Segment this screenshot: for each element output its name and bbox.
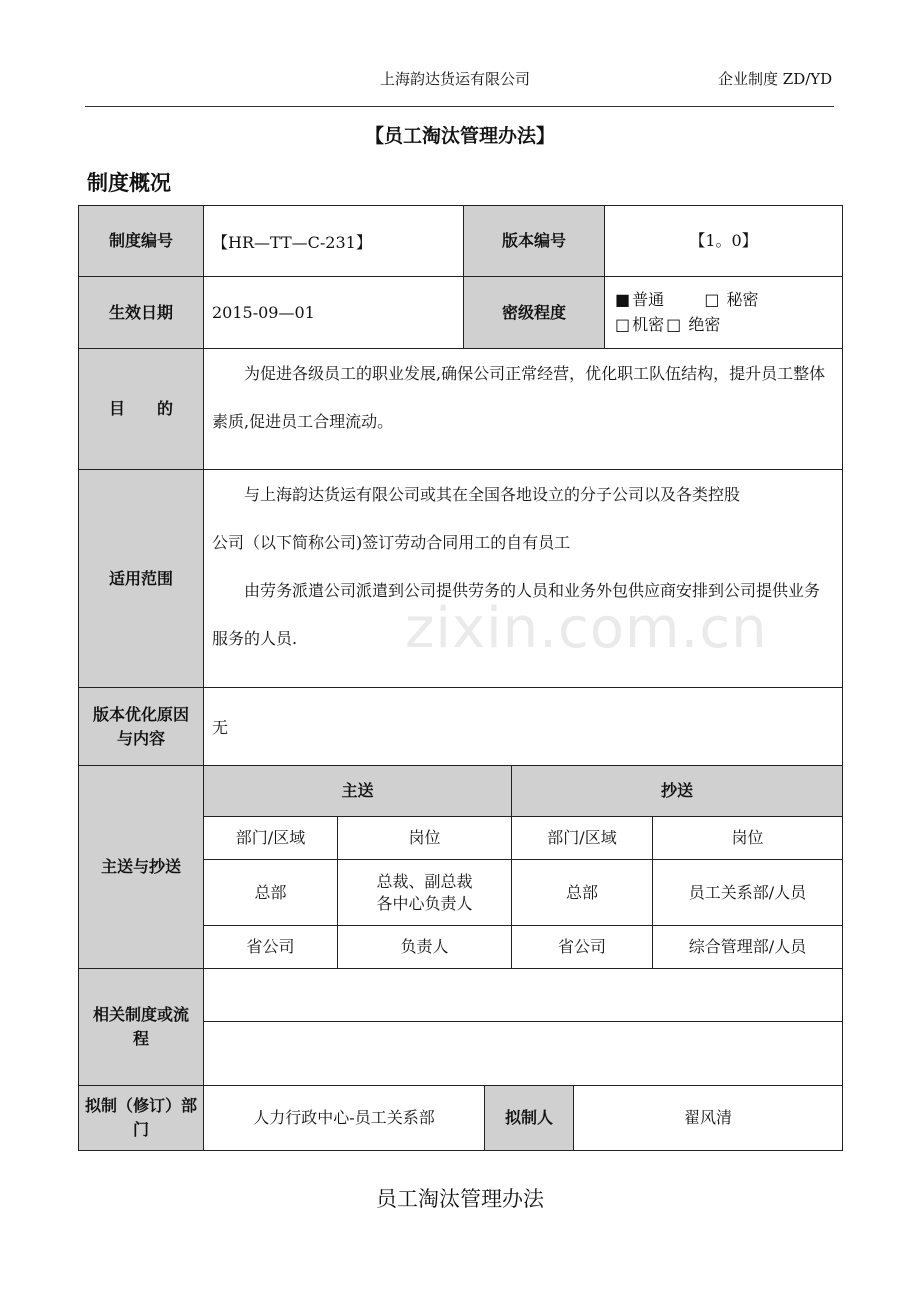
main-recipient-header: 主送: [203, 765, 512, 817]
cc-post-cell: 员工关系部/人员: [652, 859, 843, 926]
cc-post-col-header: 岗位: [652, 816, 843, 860]
main-dept-col-header: 部门/区域: [203, 816, 338, 860]
version-label: 版本编号: [463, 205, 605, 277]
date-label: 生效日期: [78, 276, 204, 349]
cc-dept-cell: 总部: [511, 859, 653, 926]
checkbox-normal: ■: [615, 290, 631, 309]
cc-dept-col-header: 部门/区域: [511, 816, 653, 860]
drafter-dept-value: 人力行政中心-员工关系部: [203, 1085, 485, 1151]
main-post-cell: 总裁、副总裁 各中心负责人: [337, 859, 512, 926]
scope-line-1: 与上海韵达货运有限公司或其在全国各地设立的分子公司以及各类控股: [244, 485, 741, 504]
related-row-2: [203, 1021, 843, 1086]
cc-dept-cell: 省公司: [511, 925, 653, 969]
reason-value: 无: [203, 687, 843, 766]
scope-line-2: 公司（以下简称公司)签订劳动合同用工的自有员工: [212, 533, 571, 552]
distribution-label: 主送与抄送: [78, 765, 204, 969]
main-dept-cell: 省公司: [203, 925, 338, 969]
document-title: 【员工淘汰管理办法】: [364, 125, 555, 147]
related-label: 相关制度或流程: [78, 968, 204, 1086]
option-top-secret-label: 绝密: [688, 315, 721, 334]
option-secret-label: 秘密: [726, 290, 759, 309]
company-name: 上海韵达货运有限公司: [380, 70, 531, 88]
main-dept-cell: 总部: [203, 859, 338, 926]
option-confidential-label: 机密: [632, 315, 665, 334]
section-title: 制度概况: [87, 171, 171, 195]
cc-recipient-header: 抄送: [511, 765, 843, 817]
secret-label: 密级程度: [463, 276, 605, 349]
main-post-cell: 负责人: [337, 925, 512, 969]
scope-label: 适用范围: [78, 469, 204, 688]
code-value: 【HR—TT—C-231】: [203, 205, 464, 277]
cc-post-cell: 综合管理部/人员: [652, 925, 843, 969]
drafter-label: 拟制人: [484, 1085, 574, 1151]
secret-options: [604, 276, 843, 349]
drafter-dept-label: 拟制（修订）部 门: [78, 1085, 204, 1151]
header-divider: [85, 106, 834, 107]
related-row-1: [203, 968, 843, 1022]
drafter-value: 翟风清: [573, 1085, 843, 1151]
reason-label: 版本优化原因与内容: [78, 687, 204, 766]
main-post-col-header: 岗位: [337, 816, 512, 860]
option-normal-label: 普通: [632, 290, 665, 309]
purpose-cell: [203, 348, 843, 470]
purpose-text: 为促进各级员工的职业发展,确保公司正常经营，优化职工队伍结构，提升员工整体素质,促进员工合理流动。: [212, 364, 826, 431]
checkbox-secret: □: [704, 290, 720, 309]
scope-line-3: 由劳务派遣公司派遣到公司提供劳务的人员和业务外包供应商安排到公司提供业务服务的人员.: [212, 581, 821, 648]
checkbox-confidential: □: [615, 315, 631, 334]
date-value: 2015-09—01: [203, 276, 464, 349]
watermark: zixin.com.cn: [405, 596, 768, 661]
version-value: 【1。0】: [604, 205, 843, 277]
code-label: 制度编号: [78, 205, 204, 277]
purpose-label: 目 的: [78, 348, 204, 470]
checkbox-top-secret: □: [666, 315, 682, 334]
scope-cell: [203, 469, 843, 688]
document-type: 企业制度 ZD/YD: [718, 70, 833, 88]
main-body-title: 员工淘汰管理办法: [376, 1187, 544, 1211]
